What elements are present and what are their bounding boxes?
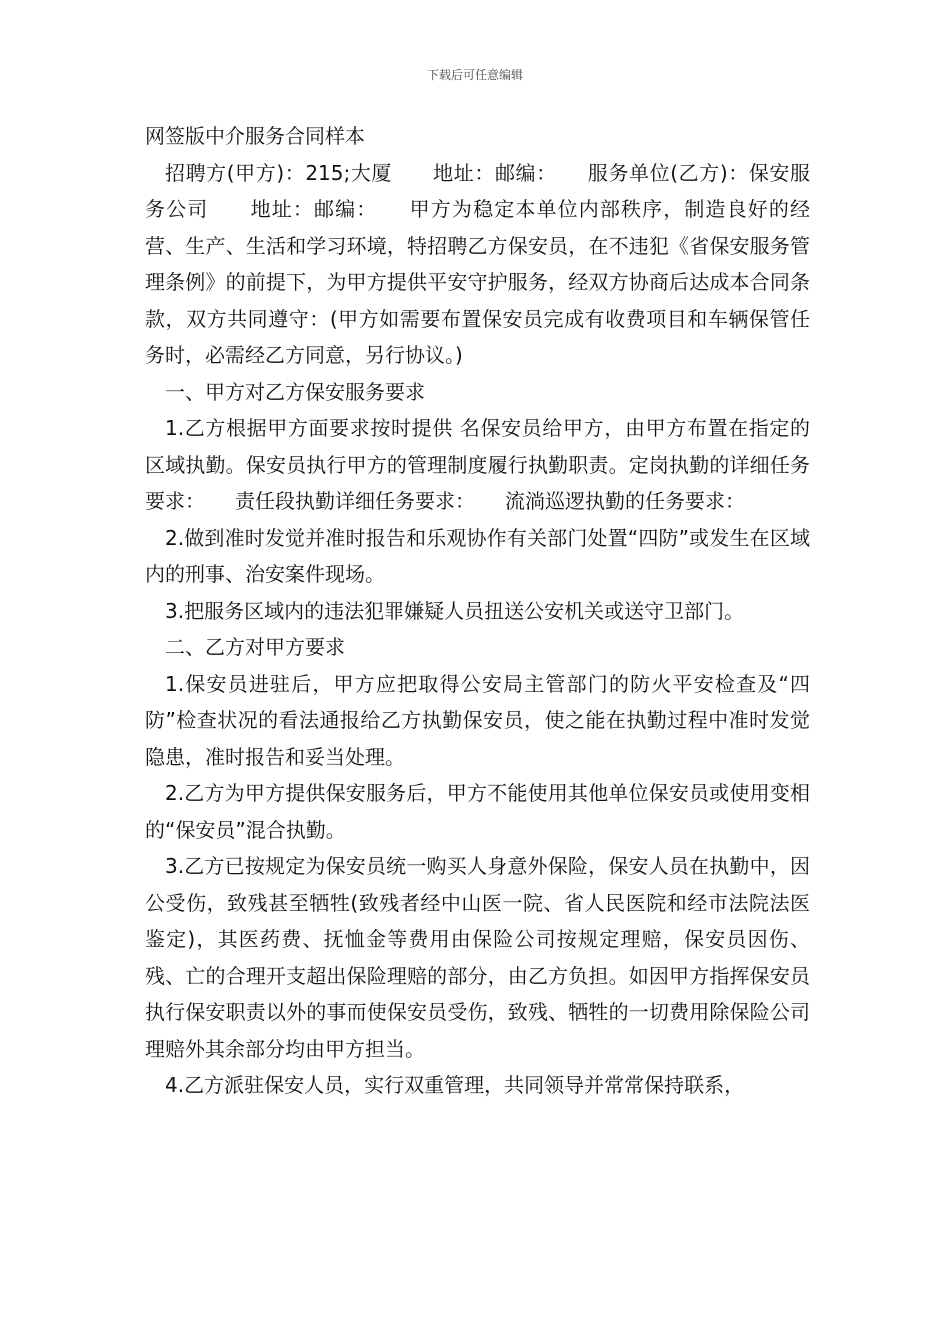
- paragraph-1-1: 1.乙方根据甲方面要求按时提供 名保安员给甲方，由甲方布置在指定的区域执勤。保安员执行甲方的管理制度履行执勤职责。定岗执勤的详细任务要求： 责任段执勤详细任务要求： 流淌巡逻执勤的任务要求：: [145, 416, 810, 513]
- document-body: [145, 118, 810, 1104]
- document-title: 网签版中介服务合同样本: [145, 124, 365, 148]
- section-heading-2: 二、乙方对甲方要求: [165, 635, 345, 659]
- paragraph-2-2: 2.乙方为甲方提供保安服务后，甲方不能使用其他单位保安员或使用变相的“保安员”混合执勤。: [145, 781, 810, 842]
- paragraph-2-3: 3.乙方已按规定为保安员统一购买人身意外保险，保安人员在执勤中，因公受伤，致残甚至牺牲(致残者经中山医一院、省人民医院和经市法院法医鉴定)，其医药费、抚恤金等费用由保险公司按规定理赔，保安员因伤、残、亡的合理开支超出保险理赔的部分，由乙方负担。如因甲方指挥保安员执行保安职责以外的事而使保安员受伤，致残、牺牲的一切费用除保险公司理赔外其余部分均由甲方担当。: [145, 854, 810, 1061]
- paragraph-1-3: 3.把服务区域内的违法犯罪嫌疑人员扭送公安机关或送守卫部门。: [165, 598, 745, 623]
- paragraph-2-1: 1.保安员进驻后，甲方应把取得公安局主管部门的防火平安检查及“四防”检查状况的看法通报给乙方执勤保安员，使之能在执勤过程中准时发觉隐患，准时报告和妥当处理。: [145, 671, 810, 769]
- paragraph-2-4: 4.乙方派驻保安人员，实行双重管理，共同领导并常常保持联系，: [165, 1073, 745, 1097]
- section-heading-1: 一、甲方对乙方保安服务要求: [165, 379, 425, 404]
- page-header: 下载后可任意编辑: [426, 68, 523, 82]
- paragraph-1-2: 2.做到准时发觉并准时报告和乐观协作有关部门处置“四防”或发生在区域内的刑事、治安案件现场。: [145, 525, 810, 586]
- paragraph-parties: 招聘方(甲方)：215;大厦 地址：邮编： 服务单位(乙方)：保安服务公司 地址：邮编： 甲方为稳定本单位内部秩序，制造良好的经营、生产、生活和学习环境，特招聘乙方保安员，在不违犯《省保安服务管理条例》的前提下，为甲方提供平安守护服务，经双方协商后达成本合同条款，双方共同遵守：(甲方如需要布置保安员完成有收费项目和车辆保管任务时，必需经乙方同意，另行协议。): [145, 160, 810, 367]
